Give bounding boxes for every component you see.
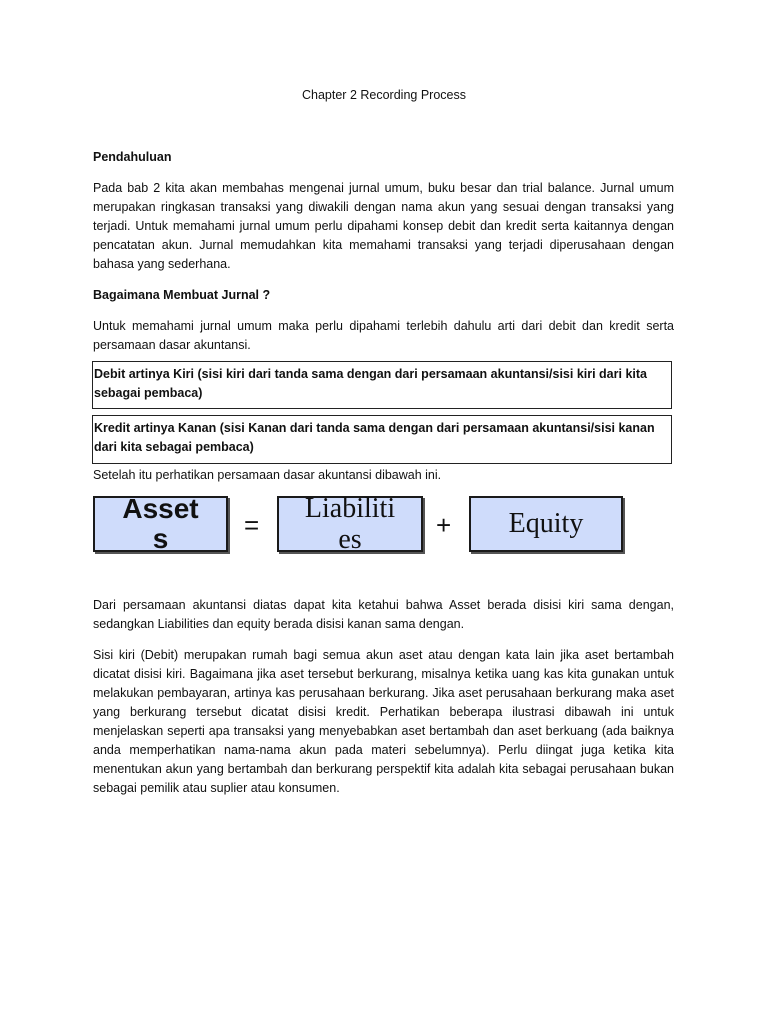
liabilities-label-line2: es [338,524,362,555]
assets-box [93,493,228,554]
equity-box [469,496,623,552]
liabilities-box [277,493,423,555]
assets-label-line2: s [152,523,169,554]
heading-membuat-jurnal: Bagaimana Membuat Jurnal ? [93,288,271,302]
document-title: Chapter 2 Recording Process [302,88,466,102]
paragraph-equation-explanation: Dari persamaan akuntansi diatas dapat kita ketahui bahwa Asset berada disisi kiri sama dengan, sedangkan Liabilities dan equity berada disisi kanan sama dengan. [93,598,674,631]
paragraph-intro: Pada bab 2 kita akan membahas mengenai jurnal umum, buku besar dan trial balance. Jurnal umum merupakan ringkasan transaksi yang diwakili dengan nama akun yang sesuai dengan transaksi yang terjadi. Untuk memahami jurnal umum perlu dipahami konsep debit dan kredit serta kaitannya dengan pencatatan akun. Jurnal memudahkan kita memahami transaksi yang terjadi diperusahaan dengan bahasa yang sederhana. [93,181,674,271]
paragraph-equation-intro: Setelah itu perhatikan persamaan dasar akuntansi dibawah ini. [93,468,442,482]
plus-sign: + [436,510,452,540]
equity-label: Equity [508,508,584,539]
kredit-definition-box: Kredit artinya Kanan (sisi Kanan dari tanda sama dengan dari persamaan akuntansi/sisi kanan dari kita sebagai pembaca) [92,415,672,464]
assets-label-line1: Asset [122,493,199,524]
heading-pendahuluan: Pendahuluan [93,150,172,164]
debit-definition-box: Debit artinya Kiri (sisi kiri dari tanda sama dengan dari persamaan akuntansi/sisi kiri dari kita sebagai pembaca) [92,361,672,409]
liabilities-label-line1: Liabiliti [304,493,396,524]
paragraph-debit-kredit: Untuk memahami jurnal umum maka perlu dipahami terlebih dahulu arti dari debit dan kredit serta persamaan dasar akuntansi. [93,319,674,352]
paragraph-debit-side: Sisi kiri (Debit) merupakan rumah bagi semua akun aset atau dengan kata lain jika aset bertambah dicatat disisi kiri. Bagaimana jika aset tersebut berkurang, misalnya ketika uang kas kita gunakan untuk melakukan pembayaran, artinya kas perusahaan berkurang. Jika aset perusahaan berkurang maka aset yang berkurang tersebut dicatat disisi kredit. Perhatikan beberapa ilustrasi dibawah ini untuk menjelaskan seperti apa transaksi yang menyebabkan aset bertambah dan aset berkuang (ada baiknya anda memperhatikan nama-nama akun pada materi sebelumnya). Perlu diingat juga ketika kita menentukan akun yang bertambah dan berkurang perspektif kita adalah kita sebagai perusahaan bukan sebagai pemilik atau suplier atau konsumen. [93,648,674,795]
equals-sign: = [244,510,260,540]
